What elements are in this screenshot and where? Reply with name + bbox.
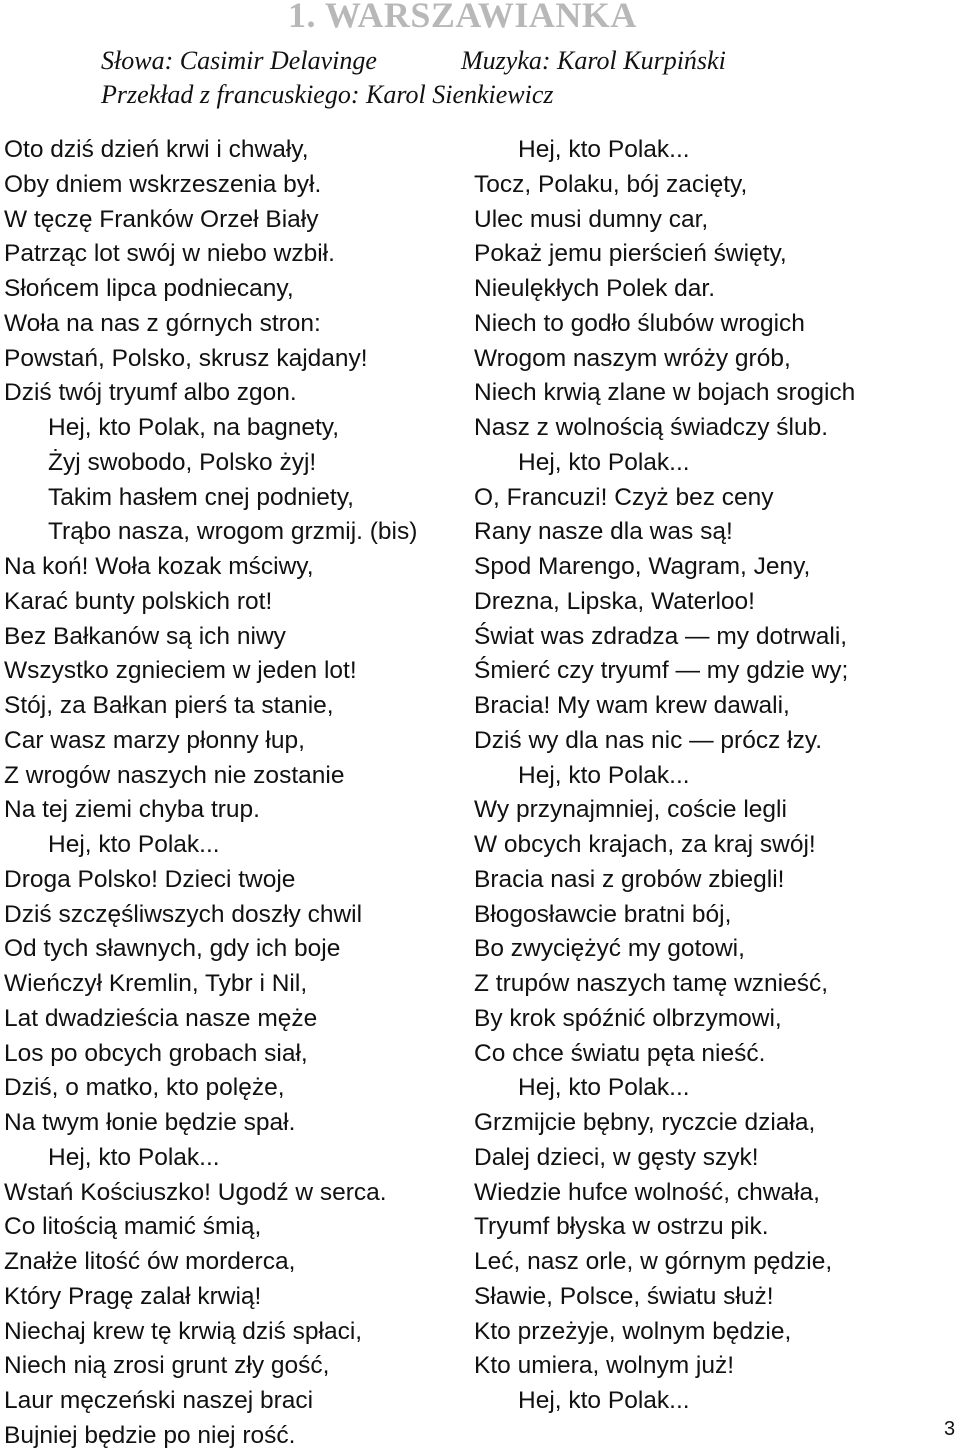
verse-line: Dalej dzieci, w gęsty szyk!	[474, 1143, 759, 1171]
translation-credit: Przekład z francuskiego: Karol Sienkiewicz	[101, 80, 554, 109]
left-column	[4, 133, 464, 1454]
verse-line: Grzmijcie bębny, ryczcie działa,	[474, 1109, 816, 1136]
verse-line: Kto przeżyje, wolnym będzie,	[474, 1317, 792, 1345]
verse-line: Wstań Kościuszko! Ugodź w serca.	[4, 1178, 387, 1206]
verse-line: Spod Marengo, Wagram, Jeny,	[474, 553, 811, 580]
verse-line: Rany nasze dla was są!	[474, 518, 733, 546]
verse-line: Niech to godło ślubów wrogich	[474, 309, 805, 337]
refrain-line: Hej, kto Polak...	[518, 761, 690, 789]
music-composer: Muzyka: Karol Kurpiński	[461, 46, 726, 75]
refrain-line: Hej, kto Polak...	[48, 831, 220, 858]
verse-line: O, Francuzi! Czyż bez ceny	[474, 483, 774, 511]
verse-line: Tocz, Polaku, bój zacięty,	[474, 170, 748, 198]
verse-line: Dziś, o matko, kto polęże,	[4, 1074, 285, 1102]
refrain-line: Hej, kto Polak...	[518, 1387, 690, 1414]
refrain-line: Trąbo nasza, wrogom grzmij. (bis)	[48, 518, 418, 546]
verse-line: Niech nią zrosi grunt zły gość,	[4, 1352, 330, 1380]
verse-line: Bracia nasi z grobów zbiegli!	[474, 865, 785, 893]
right-column	[474, 133, 954, 1419]
page-number: 3	[944, 1418, 956, 1440]
verse-line: Od tych sławnych, gdy ich boje	[4, 935, 341, 963]
verse-line: Patrząc lot swój w niebo wzbił.	[4, 240, 335, 268]
song-title: 1. WARSZAWIANKA	[288, 0, 637, 35]
verse-line: Na tej ziemi chyba trup.	[4, 796, 260, 824]
refrain-line: Hej, kto Polak...	[518, 448, 690, 476]
refrain-line: Hej, kto Polak, na bagnety,	[48, 414, 339, 441]
verse-line: Car wasz marzy płonny łup,	[4, 726, 305, 754]
verse-line: Oto dziś dzień krwi i chwały,	[4, 136, 309, 163]
verse-line: Drezna, Lipska, Waterloo!	[474, 587, 755, 615]
verse-line: Stój, za Bałkan pierś ta stanie,	[4, 692, 334, 719]
verse-line: Leć, nasz orle, w górnym pędzie,	[474, 1248, 833, 1275]
verse-line: Co chce światu pęta nieść.	[474, 1039, 766, 1067]
verse-line: Sławie, Polsce, światu służ!	[474, 1282, 774, 1310]
verse-line: Bo zwyciężyć my gotowi,	[474, 935, 745, 963]
verse-line: Co litością mamić śmią,	[4, 1213, 262, 1241]
verse-line: Wy przynajmniej, coście legli	[474, 796, 787, 824]
verse-line: Tryumf błyska w ostrzu pik.	[474, 1213, 769, 1241]
verse-line: Który Pragę zalał krwią!	[4, 1282, 262, 1310]
verse-line: Oby dniem wskrzeszenia był.	[4, 170, 322, 198]
refrain-line: Hej, kto Polak...	[518, 1074, 690, 1102]
verse-line: Wrogom naszym wróży grób,	[474, 344, 791, 372]
verse-line: Znałże litość ów morderca,	[4, 1248, 296, 1275]
refrain-line: Takim hasłem cnej podniety,	[48, 483, 354, 511]
verse-line: Dziś szczęśliwszych doszły chwil	[4, 900, 363, 928]
verse-line: W tęczę Franków Orzeł Biały	[4, 205, 319, 233]
verse-line: Na koń! Woła kozak mściwy,	[4, 553, 314, 580]
verse-line: Dziś twój tryumf albo zgon.	[4, 379, 297, 407]
verse-line: Błogosławcie bratni bój,	[474, 900, 732, 928]
verse-line: Los po obcych grobach siał,	[4, 1039, 308, 1067]
verse-line: Bujniej będzie po niej rość.	[4, 1421, 296, 1449]
verse-line: By krok spóźnić olbrzymowi,	[474, 1004, 782, 1032]
verse-line: Niechaj krew tę krwią dziś spłaci,	[4, 1317, 363, 1345]
refrain-line: Hej, kto Polak...	[48, 1143, 220, 1171]
verse-line: Wieńczył Kremlin, Tybr i Nil,	[4, 970, 308, 997]
verse-line: Bez Bałkanów są ich niwy	[4, 622, 286, 650]
verse-line: Z trupów naszych tamę wznieść,	[474, 970, 829, 997]
verse-line: Lat dwadzieścia nasze męże	[4, 1004, 318, 1032]
verse-line: Powstań, Polsko, skrusz kajdany!	[4, 344, 368, 372]
verse-line: Świat was zdradza — my dotrwali,	[474, 622, 848, 650]
verse-line: W obcych krajach, za kraj swój!	[474, 831, 816, 858]
verse-line: Śmierć czy tryumf — my gdzie wy;	[474, 657, 849, 685]
verse-line: Dziś wy dla nas nic — prócz łzy.	[474, 726, 823, 754]
refrain-line: Żyj swobodo, Polsko żyj!	[48, 448, 317, 476]
verse-line: Słońcem lipca podniecany,	[4, 275, 294, 302]
verse-line: Droga Polsko! Dzieci twoje	[4, 865, 296, 893]
verse-line: Na twym łonie będzie spał.	[4, 1109, 296, 1136]
verse-line: Z wrogów naszych nie zostanie	[4, 761, 345, 789]
verse-line: Woła na nas z górnych stron:	[4, 309, 321, 337]
verse-line: Bracia! My wam krew dawali,	[474, 692, 790, 719]
verse-line: Niech krwią zlane w bojach srogich	[474, 379, 856, 407]
verse-line: Nieulękłych Polek dar.	[474, 275, 716, 302]
verse-line: Ulec musi dumny car,	[474, 205, 709, 233]
refrain-line: Hej, kto Polak...	[518, 136, 690, 163]
lyrics-author: Słowa: Casimir Delavinge	[101, 46, 377, 75]
verse-line: Kto umiera, wolnym już!	[474, 1352, 735, 1380]
verse-line: Laur męczeński naszej braci	[4, 1387, 314, 1414]
verse-line: Nasz z wolnością świadczy ślub.	[474, 414, 829, 441]
verse-line: Pokaż jemu pierścień święty,	[474, 240, 787, 268]
verse-line: Wiedzie hufce wolność, chwała,	[474, 1178, 820, 1206]
verse-line: Wszystko zgnieciem w jeden lot!	[4, 657, 357, 685]
verse-line: Karać bunty polskich rot!	[4, 587, 273, 615]
